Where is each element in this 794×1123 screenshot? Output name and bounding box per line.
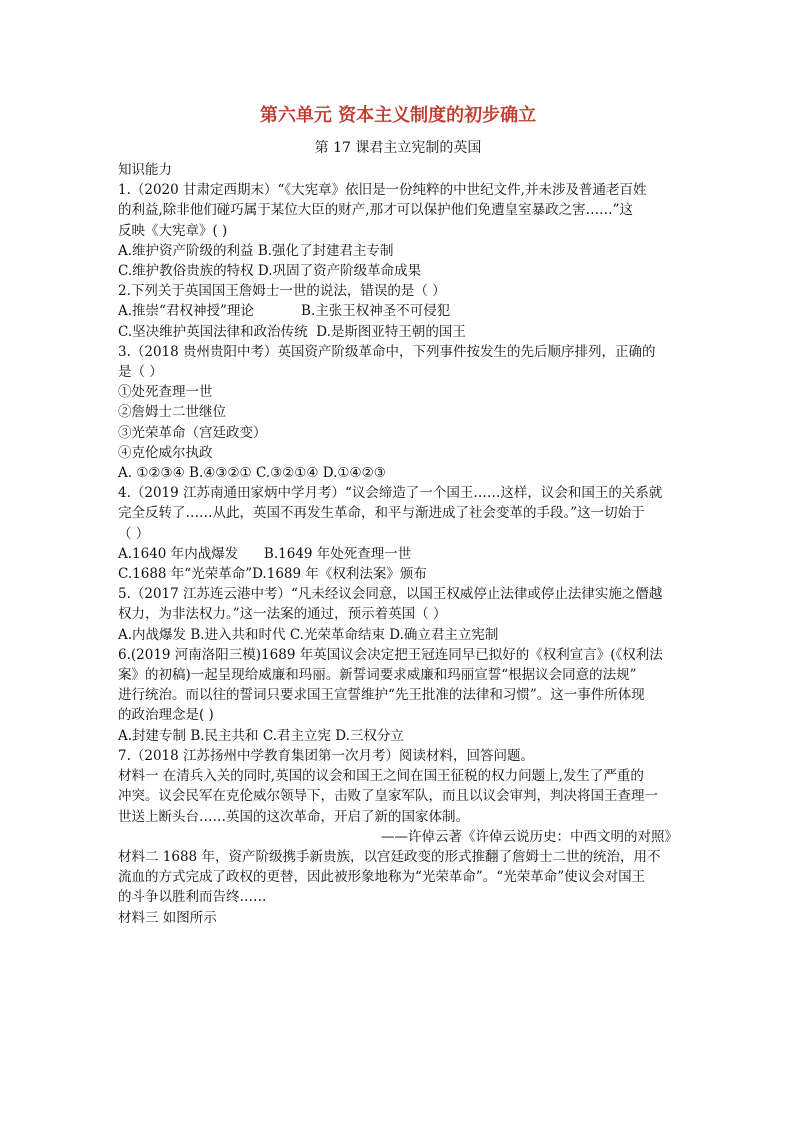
text-line: 1.（2020 甘肃定西期末）“《大宪章》依旧是一份纯粹的中世纪文件,并未涉及普通老百姓: [118, 182, 647, 199]
option-line: C.坚决维护英国法律和政治传统 D.是斯图亚特王朝的国王: [118, 323, 466, 340]
option-line: A.内战爆发 B.进入共和时代 C.光荣革命结束 D.确立君主立宪制: [118, 626, 499, 643]
option-line: C.维护教俗贵族的特权 D.巩固了资产阶级革命成果: [118, 263, 422, 280]
text-line: 是（ ）: [118, 364, 163, 381]
material-line: 材料一 在清兵入关的同时,英国的议会和国王之间在国王征税的权力问题上,发生了严重的: [118, 768, 644, 785]
text-line: 的利益,除非他们碰巧属于某位大臣的财产,那才可以保护他们免遭皇室暴政之害……”这: [118, 202, 633, 219]
source-citation: ——许倬云著《许倬云说历史：中西文明的对照》: [381, 828, 678, 845]
question-body: [118, 160, 678, 928]
material-line: 冲突。议会民军在克伦威尔领导下，击败了皇家军队，而且以议会审判，判决将国王查理一: [118, 788, 658, 805]
text-line: 进行统治。而以往的誓词只要求国王宣誓维护“先王批准的法律和习惯”。这一事件所体现: [118, 687, 645, 704]
document-page: [118, 104, 678, 928]
section-heading: 知识能力: [118, 162, 172, 178]
text-line: 3.（2018 贵州贵阳中考）英国资产阶级革命中，下列事件按发生的先后顺序排列，正确的: [118, 343, 656, 360]
option-line: A. ①②③④ B.④③②① C.③②①④ D.①④②③: [118, 465, 386, 482]
lesson-subtitle: 第 17 课君主立宪制的英国: [314, 140, 482, 156]
material-line: 的斗争以胜利而告终……: [118, 889, 267, 906]
list-item: ③光荣革命（宫廷政变）: [118, 424, 267, 441]
option-line: A.维护资产阶级的利益 B.强化了封建君主专制: [118, 242, 394, 259]
option-line: A.封建专制 B.民主共和 C.君主立宪 D.三权分立: [118, 727, 404, 744]
text-line: 完全反转了……从此，英国不再发生革命，和平与渐进成了社会变革的手段。”这一切始于: [118, 505, 645, 522]
text-line: 2.下列关于英国国王詹姆士一世的说法，错误的是（ ）: [118, 283, 446, 300]
material-line: 世送上断头台……英国的这次革命，开启了新的国家体制。: [118, 808, 469, 825]
text-line: 7.（2018 江苏扬州中学教育集团第一次月考）阅读材料，回答问题。: [118, 747, 535, 764]
text-line: 5.（2017 江苏连云港中考）“凡未经议会同意，以国王权威停止法律或停止法律实施之僭越: [118, 586, 663, 603]
text-line: 6.(2019 河南洛阳三模)1689 年英国议会决定把王冠连同早已拟好的《权利宣言》(《权利法: [118, 646, 663, 663]
option-line: A.1640 年内战爆发 B.1649 年处死查理一世: [118, 545, 412, 562]
option-line: C.1688 年“光荣革命”D.1689 年《权利法案》颁布: [118, 566, 427, 583]
text-line: 案》的初稿)一起呈现给威廉和玛丽。新誓词要求威廉和玛丽宣誓“根据议会同意的法规”: [118, 667, 637, 684]
material-line: 材料二 1688 年，资产阶级携手新贵族，以宫廷政变的形式推翻了詹姆士二世的统治，用不: [118, 848, 661, 865]
text-line: 反映《大宪章》( ): [118, 222, 228, 239]
text-line: （ ）: [118, 525, 150, 542]
list-item: ①处死查理一世: [118, 384, 213, 401]
text-line: 的政治理念是( ): [118, 707, 214, 724]
list-item: ④克伦威尔执政: [118, 444, 213, 461]
option-line: A.推崇“君权神授”理论 B.主张王权神圣不可侵犯: [118, 303, 451, 320]
material-line: 流血的方式完成了政权的更替，因此被形象地称为“光荣革命”。“光荣革命”使议会对国王: [118, 869, 646, 886]
text-line: 权力，为非法权力。”这一法案的通过，预示着英国（ ）: [118, 606, 447, 623]
material-line: 材料三 如图所示: [118, 909, 217, 926]
text-line: 4.（2019 江苏南通田家炳中学月考）“议会缔造了一个国王……这样，议会和国王的关系就: [118, 485, 663, 502]
page-title: 第六单元 资本主义制度的初步确立: [259, 105, 537, 126]
list-item: ②詹姆士二世继位: [118, 404, 226, 421]
